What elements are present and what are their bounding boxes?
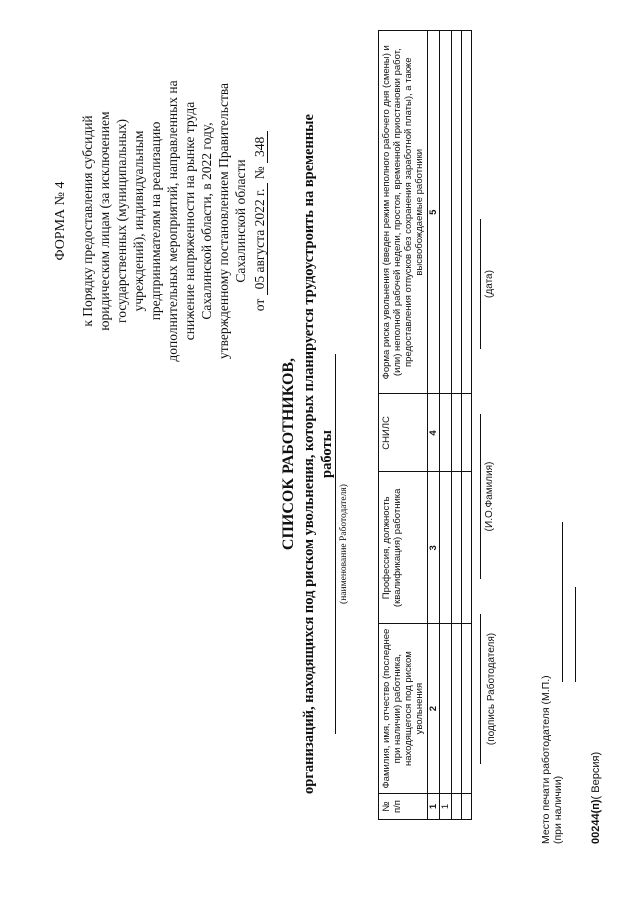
column-header: СНИЛС xyxy=(379,394,428,472)
title-main: СПИСОК РАБОТНИКОВ, xyxy=(280,357,297,551)
appendix-line: учреждений), индивидуальным xyxy=(131,130,146,312)
appendix-line: снижение напряженности на рынке труда xyxy=(182,101,197,341)
column-number: 1 xyxy=(428,794,440,820)
column-number: 2 xyxy=(428,624,440,794)
column-number: 5 xyxy=(428,31,440,394)
table-cell: 1 xyxy=(440,794,452,820)
table-cell xyxy=(452,624,462,794)
table-row xyxy=(452,31,462,820)
title-sub-line: организаций, находящихся под риском увольнения, которых планируется трудоустроить на временные xyxy=(301,114,317,794)
name-line xyxy=(480,414,481,579)
column-header: Форма риска увольнения (введен режим неполного рабочего дня (смены) и (или) неполной рабочей недели, простоя, временной приостановки работ, предоставления отпусков без сохранения заработной платы), а также высвобождаемые работники xyxy=(379,31,428,394)
version-label: ( Версия) xyxy=(590,751,602,800)
stamp-place xyxy=(540,675,564,844)
employees-table xyxy=(378,30,472,820)
date-line xyxy=(480,219,481,349)
table-cell xyxy=(462,31,472,394)
table-cell xyxy=(452,794,462,820)
employer-name-line xyxy=(335,354,336,734)
form-title: ФОРМА № 4 xyxy=(53,181,68,261)
appendix-line: к Порядку предоставления субсидий xyxy=(80,115,95,327)
table-cell xyxy=(452,394,462,472)
employer-caption: (наименование Работодателя) xyxy=(339,484,349,604)
signature-line xyxy=(480,614,481,764)
title-sub-line: работы xyxy=(319,430,335,478)
column-header: № п/п xyxy=(379,794,428,820)
stamp-signature-line xyxy=(562,522,563,682)
appendix-line: государственных (муниципальных) xyxy=(114,119,129,323)
column-header: Фамилия, имя, отчество (последнее при наличии) работника, находящегося под риском увольнения xyxy=(379,624,428,794)
table-row xyxy=(462,31,472,820)
table-cell xyxy=(440,624,452,794)
table-cell xyxy=(440,472,452,624)
decree-date-line xyxy=(251,26,268,416)
table-header-row xyxy=(379,31,428,820)
table-cell xyxy=(462,794,472,820)
appendix-line: Сахалинской области, в 2022 году, xyxy=(199,122,214,320)
column-number: 3 xyxy=(428,472,440,624)
column-header: Профессия, должность (квалификация) работника xyxy=(379,472,428,624)
document-title xyxy=(280,64,336,844)
stamp-line: (при наличии) xyxy=(552,775,564,844)
table-cell xyxy=(452,472,462,624)
table-cell xyxy=(462,624,472,794)
table-cell xyxy=(462,472,472,624)
column-number: 4 xyxy=(428,394,440,472)
name-caption: (И.О.Фамилия) xyxy=(484,461,495,532)
version-footer xyxy=(590,752,602,844)
table-cell xyxy=(462,394,472,472)
appendix-line: дополнительных мероприятий, направленных на xyxy=(165,80,180,362)
signature-caption: (подпись Работодателя) xyxy=(486,632,497,746)
table-row xyxy=(440,31,452,820)
table-cell xyxy=(452,31,462,394)
stamp-signature-line xyxy=(575,587,576,682)
number-sign: № xyxy=(252,166,267,180)
table-cell xyxy=(440,31,452,394)
appendix-line: предпринимателям на реализацию xyxy=(148,121,163,321)
decree-number: 348 xyxy=(252,131,268,163)
column-number-row xyxy=(428,31,440,820)
date-prefix: от xyxy=(252,298,267,312)
date-caption: (дата) xyxy=(484,270,495,298)
version-code: 00244(п) xyxy=(590,799,602,844)
appendix-line: Сахалинской области xyxy=(233,159,248,283)
appendix-line: утвержденному постановлением Правительства xyxy=(216,82,231,360)
form-header xyxy=(52,26,268,416)
appendix-line: юридическим лицам (за исключением xyxy=(97,111,112,331)
stamp-line: Место печати работодателя (М.П.) xyxy=(540,675,552,844)
decree-date: 05 августа 2022 г. xyxy=(252,183,268,296)
table-cell xyxy=(440,394,452,472)
